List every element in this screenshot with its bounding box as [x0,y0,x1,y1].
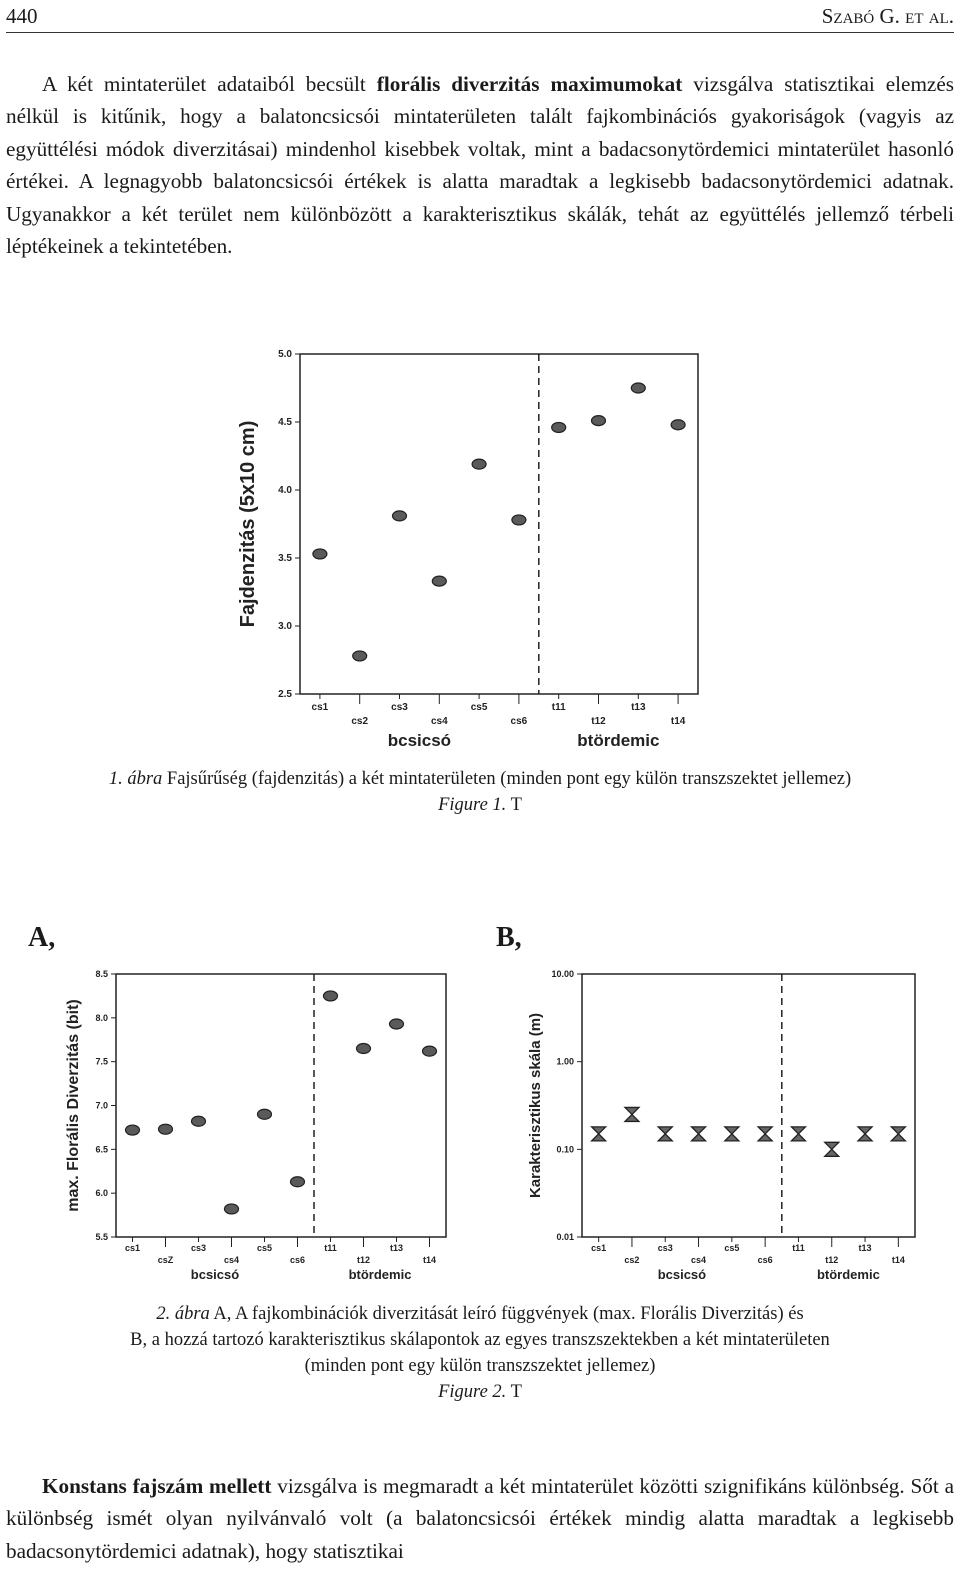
x-tick-label: cs4 [430,716,448,727]
data-point [625,1107,639,1121]
y-tick-label: 4.0 [278,485,292,496]
data-point [825,1142,839,1156]
x-tick-label: t12 [825,1255,839,1265]
y-axis-label: Karakterisztikus skála (m) [527,1012,544,1199]
x-tick-label: t13 [858,1243,872,1253]
data-point [671,420,685,430]
data-point [225,1204,239,1214]
plot-frame [116,974,446,1237]
data-point [432,576,446,586]
x-tick-label: cs3 [657,1243,673,1253]
x-tick-label: cs5 [470,702,488,713]
data-point [858,1127,872,1141]
x-tick-label: csZ [157,1255,174,1265]
data-point [658,1127,672,1141]
y-tick-label: 2.5 [278,689,292,700]
group-label: btördemic [816,1267,880,1282]
group-label: bcsicsó [387,731,452,750]
data-point [758,1127,772,1141]
data-point [472,459,486,469]
data-point [192,1116,206,1126]
figure-2a-chart [60,962,460,1287]
data-point [390,1019,404,1029]
y-tick-label: 5.5 [95,1232,108,1242]
figure-2b-chart [520,962,925,1287]
x-tick-label: cs5 [724,1243,740,1253]
y-axis-label: max. Florális Diverzitás (bit) [65,999,82,1212]
plot-frame [300,354,698,694]
page-header [6,0,954,33]
x-tick-label: t13 [389,1243,404,1253]
paragraph-constant-species: Konstans fajszám mellett vizsgálva is megmaradt a két mintaterület közötti szignifikáns különbség. Sőt a különbség ismét olyan nyilvánvaló volt (a balatoncsicsói értékek mindig alatta maradtak a legkisebb badacsonytördemici adatnak), hogy statisztikai [6,1474,954,1563]
paragraph-floral-diversity: A két mintaterület adataiból becsült florális diverzitás maximumokat vizsgálva statisztikai elemzés nélkül is kitűnik, hogy a balatoncsicsói mintaterületen talált fajkombinációs gyakoriságok (vagyis az együttélési módok diverzitásai) mindenhol kisebbek voltak, mint a badacsonytördemici mintaterület hasonló értékei. A legnagyobb balatoncsicsói értékek is alatta maradtak a legkisebb badacsonytördemici adatnak. Ugyanakkor a két terület nem különbözött a karakterisztikus skálák, tehát az együttélés jellemző térbeli léptékeinek a tekintetében. [6,72,954,259]
data-point [692,1127,706,1141]
bold-term: Konstans fajszám mellett [42,1474,272,1498]
x-tick-label: cs2 [624,1255,640,1265]
caption-english-label: Figure 2. [438,1382,507,1402]
data-point [324,991,338,1001]
x-tick-label: t12 [356,1255,371,1265]
data-point [592,416,606,426]
x-tick-label: cs5 [256,1243,273,1253]
x-tick-label: cs1 [124,1243,141,1253]
x-tick-label: cs3 [391,702,408,713]
plot-frame [582,974,915,1237]
data-point [291,1177,305,1187]
data-point [791,1127,805,1141]
x-tick-label: cs1 [591,1243,607,1253]
data-point [258,1109,272,1119]
x-tick-label: cs1 [311,702,329,713]
page-number: 440 [6,4,38,28]
group-label: bcsicsó [190,1267,240,1282]
group-label: btördemic [577,731,660,750]
y-tick-label: 1.00 [556,1056,574,1067]
data-point [159,1124,173,1134]
data-point [552,422,566,432]
y-tick-label: 6.5 [95,1144,108,1155]
caption-number: 1. ábra [108,769,163,789]
y-tick-label: 5.0 [278,349,292,360]
x-tick-label: cs2 [351,716,369,727]
y-tick-label: 8.0 [95,1012,108,1023]
y-tick-label: 0.10 [556,1144,574,1155]
data-point [357,1044,371,1054]
running-author: Szabó G. et al. [821,4,954,28]
group-label: btördemic [348,1267,412,1282]
x-tick-label: t14 [891,1255,905,1265]
data-point [126,1125,140,1135]
y-tick-label: 7.5 [95,1056,108,1067]
data-point [592,1127,606,1141]
data-point [512,515,526,525]
data-point [353,651,367,661]
y-tick-label: 0.01 [556,1232,574,1242]
panel-a-label: A, [28,922,56,953]
x-tick-label: t11 [551,702,566,713]
y-tick-label: 6.0 [95,1188,108,1199]
y-tick-label: 3.0 [278,621,292,632]
x-tick-label: cs6 [757,1255,773,1265]
x-tick-label: t14 [670,716,686,727]
y-axis-label: Fajdenzitás (5x10 cm) [237,420,259,628]
x-tick-label: cs6 [289,1255,306,1265]
y-tick-label: 4.5 [278,417,292,428]
x-tick-label: cs6 [510,716,528,727]
data-point [423,1046,437,1056]
y-tick-label: 10.00 [551,969,574,979]
data-point [393,511,407,521]
group-label: bcsicsó [657,1267,707,1282]
x-tick-label: t14 [422,1255,437,1265]
figure-2-caption: 2. ábra A, A fajkombinációk diverzitását leíró függvények (max. Florális Diverzitás) és B, a hozzá tartozó karakterisztikus skálapontok az egyes transzszektekben a két mintaterületen (minden pont egy külön transzszektet jellemez) Figure 2. T [130,1304,830,1402]
x-tick-label: cs4 [691,1255,707,1265]
x-tick-label: cs4 [223,1255,240,1265]
y-tick-label: 7.0 [95,1100,108,1111]
x-tick-label: cs3 [190,1243,207,1253]
y-tick-label: 3.5 [278,553,292,564]
x-tick-label: t11 [324,1243,337,1253]
data-point [313,549,327,559]
caption-number: 2. ábra [156,1304,210,1324]
x-tick-label: t11 [792,1243,805,1253]
figure-1-caption: 1. ábra Fajsűrűség (fajdenzitás) a két mintaterületen (minden pont egy külön transzszektet jellemez) Figure 1. T [108,769,852,815]
y-tick-label: 8.5 [95,969,108,979]
x-tick-label: t13 [631,702,646,713]
data-point [891,1127,905,1141]
x-tick-label: t12 [591,716,606,727]
bold-term: florális diverzitás maximumokat [376,72,683,96]
panel-b-label: B, [496,922,522,953]
data-point [725,1127,739,1141]
figure-1-chart [230,340,720,760]
data-point [631,383,645,393]
caption-english-label: Figure 1. [438,795,507,815]
